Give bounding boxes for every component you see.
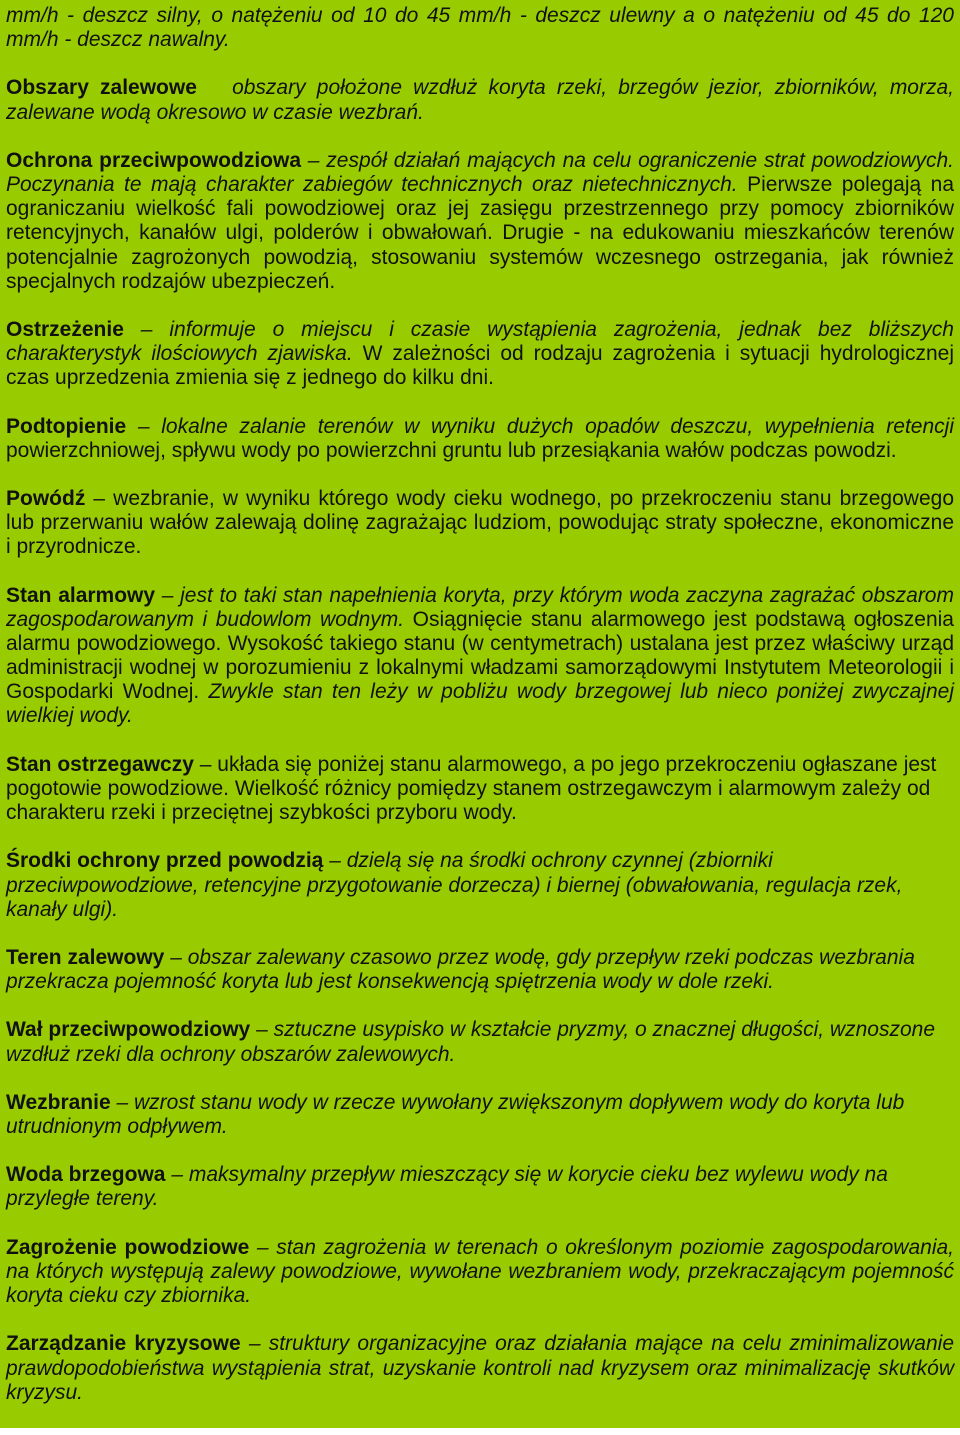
definition-text: mm/h - deszcz silny, o natężeniu od 10 do 45 mm/h - deszcz ulewny a o natężeniu od 45 do 120 mm/h - deszcz nawalny. — [6, 4, 954, 52]
definition-text: – jest to taki stan napełnienia koryta, przy którym woda zaczyna zagrażać obszarom zagospodarowanym i budowlom wodnym. — [6, 583, 954, 631]
entry-zagrozenie-powodziowe — [6, 1236, 954, 1308]
definition-text: – informuje o miejscu i czasie wystąpienia zagrożenia, jednak bez bliższych charakterystyk ilościowych zjawiska. — [6, 317, 954, 366]
entry-term: Zarządzanie kryzysowe — [6, 1332, 241, 1356]
definition-text: W zależności od rodzaju zagrożenia i sytuacji hydrologicznej czas uprzedzenia zmienia się z jednego do kilku dni. — [6, 342, 954, 390]
definition-text: Pierwsze polegają na ograniczaniu wielkość fali powodziowej oraz jej zasięgu przestrzennego przy pomocy zbiorników retencyjnych, kanałów ulgi, polderów i obwałowań. Drugie - na edukowaniu mieszkańców terenów potencjalnie zagrożonych powodzią, stosowaniu systemów wczesnego ostrzegania, jak również specjalnych rodzajów ubezpieczeń. — [6, 173, 954, 293]
entry-term: Woda brzegowa — [6, 1163, 166, 1187]
entry-term: Stan ostrzegawczy — [6, 752, 194, 776]
entry-powodz — [6, 487, 954, 559]
entry-term: Środki ochrony przed powodzią — [6, 849, 324, 873]
entry-wal-przeciwpowodziowy — [6, 1018, 954, 1066]
entry-term: Teren zalewowy — [6, 945, 165, 969]
definition-text: powierzchniowej, spływu wody po powierzchni gruntu lub przesiąkania wałów podczas powodzi. — [6, 438, 897, 462]
definition-text: – lokalne zalanie terenów w wyniku dużych opadów deszczu, wypełnienia retencji — [137, 414, 955, 438]
definition-text: Osiągnięcie stanu alarmowego jest podstawą ogłoszenia alarmu powodziowego. Wysokość takiego stanu (w centymetrach) ustalana jest przez właściwy urząd administracji wodnej w porozumieniu z lokalnymi władzami samorządowymi Instytutem Meteorologii i Gospodarki Wodnej. — [6, 607, 954, 704]
entry-term: Ostrzeżenie — [6, 317, 124, 341]
definition-text: – stan zagrożenia w terenach o określonym poziomie zagospodarowania, na których występują zalewy powodziowe, wywołane wezbraniem wody, przekraczającym pojemność koryta cieku czy zbiornika. — [6, 1235, 955, 1308]
entry-woda-brzegowa — [6, 1163, 954, 1211]
definition-text: – struktury organizacyjne oraz działania mające na celu zminimalizowanie prawdopodobieństwa wystąpienia strat, uzyskanie kontroli nad kryzysem oraz minimalizację skutków kryzysu. — [6, 1332, 955, 1404]
entry-podtopienie — [6, 415, 954, 463]
definition-text: – układa się poniżej stanu alarmowego, a po jego przekroczeniu ogłaszane jest pogotowie powodziowe. Wielkość różnicy pomiędzy stanem ostrzegawczym i alarmowym zależy od charakteru rzeki i przeciętnej szybkości przyboru wody. — [6, 752, 937, 825]
entry-zarzadzanie-kryzysowe — [6, 1332, 954, 1404]
entry-term: Stan alarmowy — [6, 583, 156, 607]
definition-text: obszary położone wzdłuż koryta rzeki, brzegów jezior, zbiorników, morza, zalewane wodą okresowo w czasie wezbrań. — [6, 76, 954, 124]
entry-teren-zalewowy — [6, 946, 954, 994]
definition-text: – wzrost stanu wody w rzecze wywołany zwiększonym dopływem wody do koryta lub utrudnionym odpływem. — [6, 1090, 905, 1139]
entry-term: Ochrona przeciwpowodziowa — [6, 148, 301, 172]
entry-term: Powódź — [6, 487, 86, 511]
entry-obszary-zalewowe — [6, 76, 954, 124]
entry-term: Wezbranie — [6, 1090, 111, 1114]
definition-text: – obszar zalewany czasowo przez wodę, gdy przepływ rzeki podczas wezbrania przekracza pojemność koryta lub jest konsekwencją spiętrzenia wody w dole rzeki. — [6, 945, 915, 994]
definition-text: Zwykle stan ten leży w pobliżu wody brzegowej lub nieco poniżej zwyczajnej wielkiej wody. — [6, 680, 954, 728]
definition-text: – zespół działań mających na celu ograniczenie strat powodziowych. Poczynania te mają charakter zabiegów technicznych oraz nietechnicznych. — [6, 148, 954, 197]
entry-ostrzezenie — [6, 318, 954, 390]
definition-text: – maksymalny przepływ mieszczący się w korycie cieku bez wylewu wody na przyległe tereny. — [6, 1163, 888, 1211]
entry-term: Podtopienie — [6, 414, 127, 438]
entry-continuation — [6, 4, 954, 52]
entry-ochrona-przeciwpowodziowa — [6, 149, 954, 294]
entry-term: Wał przeciwpowodziowy — [6, 1018, 251, 1042]
definition-text: – dzielą się na środki ochrony czynnej (zbiorniki przeciwpowodziowe, retencyjne przygotowanie dorzecza) i biernej (obwałowania, regulacja rzek, kanały ulgi). — [6, 849, 903, 921]
entry-wezbranie — [6, 1091, 954, 1139]
definition-text: – sztuczne usypisko w kształcie pryzmy, o znacznej długości, wznoszone wzdłuż rzeki dla ochrony obszarów zalewowych. — [6, 1018, 935, 1066]
entry-stan-alarmowy — [6, 584, 954, 729]
definition-text: – wezbranie, w wyniku którego wody cieku wodnego, po przekroczeniu stanu brzegowego lub przerwaniu wałów zalewają dolinę zagrażając ludziom, powodując straty społeczne, ekonomiczne i przyrodnicze. — [6, 487, 954, 559]
entry-term: Zagrożenie powodziowe — [6, 1235, 250, 1259]
entry-srodki-ochrony — [6, 849, 954, 921]
entry-stan-ostrzegawczy — [6, 753, 954, 825]
entry-term: Obszary zalewowe — [6, 76, 197, 100]
